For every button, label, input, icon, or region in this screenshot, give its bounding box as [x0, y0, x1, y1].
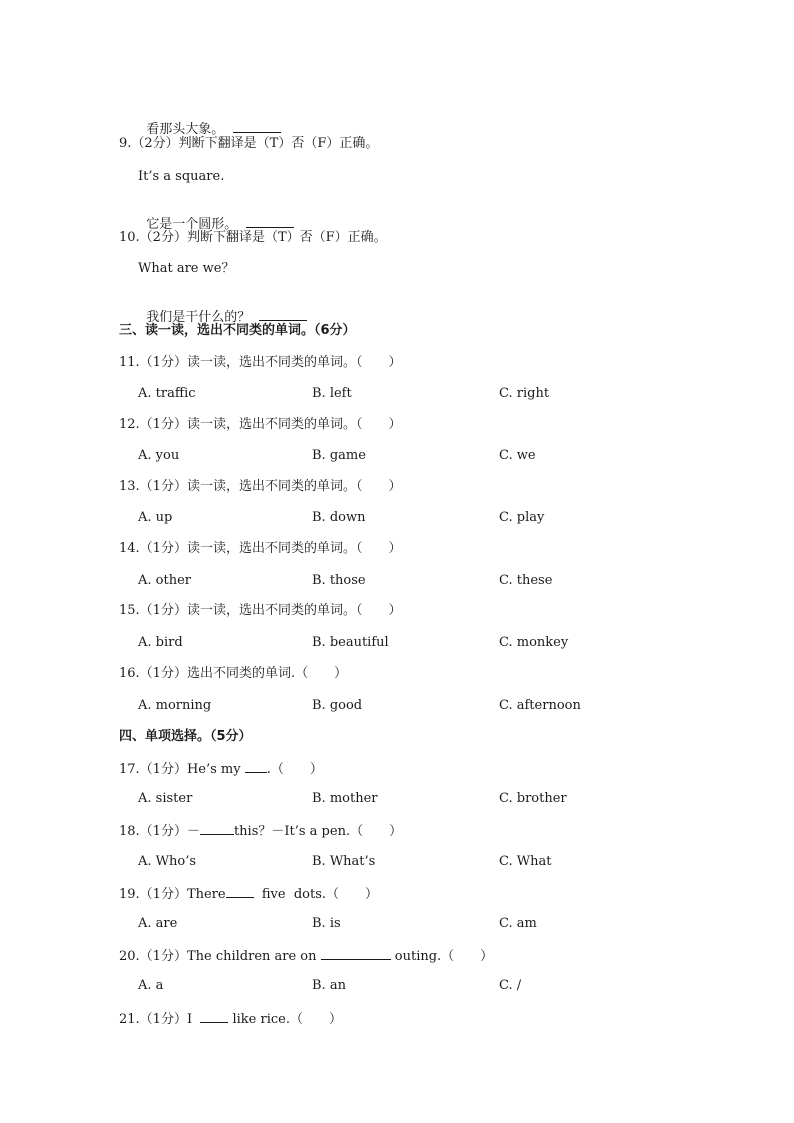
question-18-option-a[interactable]: A. Who’s — [138, 854, 197, 869]
question-14-option-b[interactable]: B. those — [312, 573, 366, 588]
question-12-stem: 12.（1分）读一读，选出不同类的单词。（ ） — [119, 417, 402, 432]
question-17-stem — [119, 760, 323, 778]
question-18-stem — [119, 822, 402, 840]
question-19-option-a[interactable]: A. are — [138, 916, 178, 931]
answer-blank[interactable] — [226, 885, 254, 898]
question-13-option-b[interactable]: B. down — [312, 510, 366, 525]
question-13-stem: 13.（1分）读一读，选出不同类的单词。（ ） — [119, 479, 402, 494]
question-15-option-c[interactable]: C. monkey — [499, 635, 569, 650]
question-18-stem-post: this？－It’s a pen.（ ） — [233, 824, 403, 839]
question-14-option-a[interactable]: A. other — [138, 573, 191, 588]
question-13-option-a[interactable]: A. up — [138, 510, 173, 525]
question-15-option-a[interactable]: A. bird — [138, 635, 183, 650]
question-10-stem: 10.（2分）判断下翻译是（T）否（F）正确。 — [119, 230, 387, 245]
question-16-option-b[interactable]: B. good — [312, 698, 363, 713]
question-11-option-b[interactable]: B. left — [312, 386, 352, 401]
question-16-option-c[interactable]: C. afternoon — [499, 698, 581, 713]
question-9-chinese: 它是一个圆形。 — [146, 217, 238, 232]
section-4-heading: 四、单项选择。（5分） — [119, 729, 252, 744]
question-12-option-b[interactable]: B. game — [312, 448, 366, 463]
question-18-stem-pre: 18.（1分）－ — [119, 824, 200, 839]
question-10-chinese: 我们是干什么的？ — [146, 310, 251, 325]
question-17-stem-pre: 17.（1分）He’s my — [119, 762, 245, 777]
question-15-option-b[interactable]: B. beautiful — [312, 635, 389, 650]
question-20-stem-pre: 20.（1分）The children are on — [119, 949, 321, 964]
question-20-stem-post: outing.（ ） — [390, 949, 494, 964]
question-11-stem: 11.（1分）读一读，选出不同类的单词。（ ） — [119, 355, 402, 370]
question-20-stem — [119, 947, 493, 965]
question-17-option-c[interactable]: C. brother — [499, 791, 567, 806]
question-21-stem-post: like rice.（ ） — [228, 1012, 342, 1027]
q8-chinese-line — [138, 104, 281, 138]
question-17-stem-post: .（ ） — [266, 762, 323, 777]
answer-blank[interactable] — [321, 947, 391, 960]
question-15-stem: 15.（1分）读一读，选出不同类的单词。（ ） — [119, 603, 402, 618]
answer-blank[interactable] — [233, 120, 281, 133]
answer-blank[interactable] — [259, 308, 307, 321]
question-21-stem — [119, 1010, 342, 1028]
answer-blank[interactable] — [200, 1010, 228, 1023]
question-12-option-c[interactable]: C. we — [499, 448, 536, 463]
question-18-option-b[interactable]: B. What’s — [312, 854, 376, 869]
question-21-stem-pre: 21.（1分）I — [119, 1012, 201, 1027]
question-17-option-a[interactable]: A. sister — [138, 791, 193, 806]
question-11-option-c[interactable]: C. right — [499, 386, 550, 401]
answer-blank[interactable] — [246, 215, 294, 228]
question-20-option-a[interactable]: A. a — [138, 978, 164, 993]
question-14-option-c[interactable]: C. these — [499, 573, 553, 588]
question-10-chinese-line — [138, 292, 307, 326]
question-9-chinese-line — [138, 199, 294, 233]
question-16-option-a[interactable]: A. morning — [138, 698, 212, 713]
question-19-stem-pre: 19.（1分）There — [119, 887, 226, 902]
question-20-option-c[interactable]: C. / — [499, 978, 522, 993]
question-9-english: It’s a square. — [138, 169, 225, 184]
question-18-option-c[interactable]: C. What — [499, 854, 552, 869]
section-3-heading: 三、读一读，选出不同类的单词。（6分） — [119, 323, 356, 338]
question-9-stem: 9.（2分）判断下翻译是（T）否（F）正确。 — [119, 136, 379, 151]
q8-chinese-text: 看那头大象。 — [146, 122, 225, 137]
question-19-option-b[interactable]: B. is — [312, 916, 341, 931]
question-19-stem-post: five dots.（ ） — [253, 887, 379, 902]
question-17-option-b[interactable]: B. mother — [312, 791, 378, 806]
question-11-option-a[interactable]: A. traffic — [138, 386, 196, 401]
question-10-english: What are we？ — [138, 261, 235, 276]
question-16-stem: 16.（1分）选出不同类的单词.（ ） — [119, 666, 348, 681]
question-20-option-b[interactable]: B. an — [312, 978, 346, 993]
question-12-option-a[interactable]: A. you — [138, 448, 180, 463]
question-19-option-c[interactable]: C. am — [499, 916, 537, 931]
question-14-stem: 14.（1分）读一读，选出不同类的单词。（ ） — [119, 541, 402, 556]
answer-blank[interactable] — [245, 760, 267, 773]
question-13-option-c[interactable]: C. play — [499, 510, 545, 525]
question-19-stem — [119, 885, 378, 903]
answer-blank[interactable] — [200, 822, 234, 835]
